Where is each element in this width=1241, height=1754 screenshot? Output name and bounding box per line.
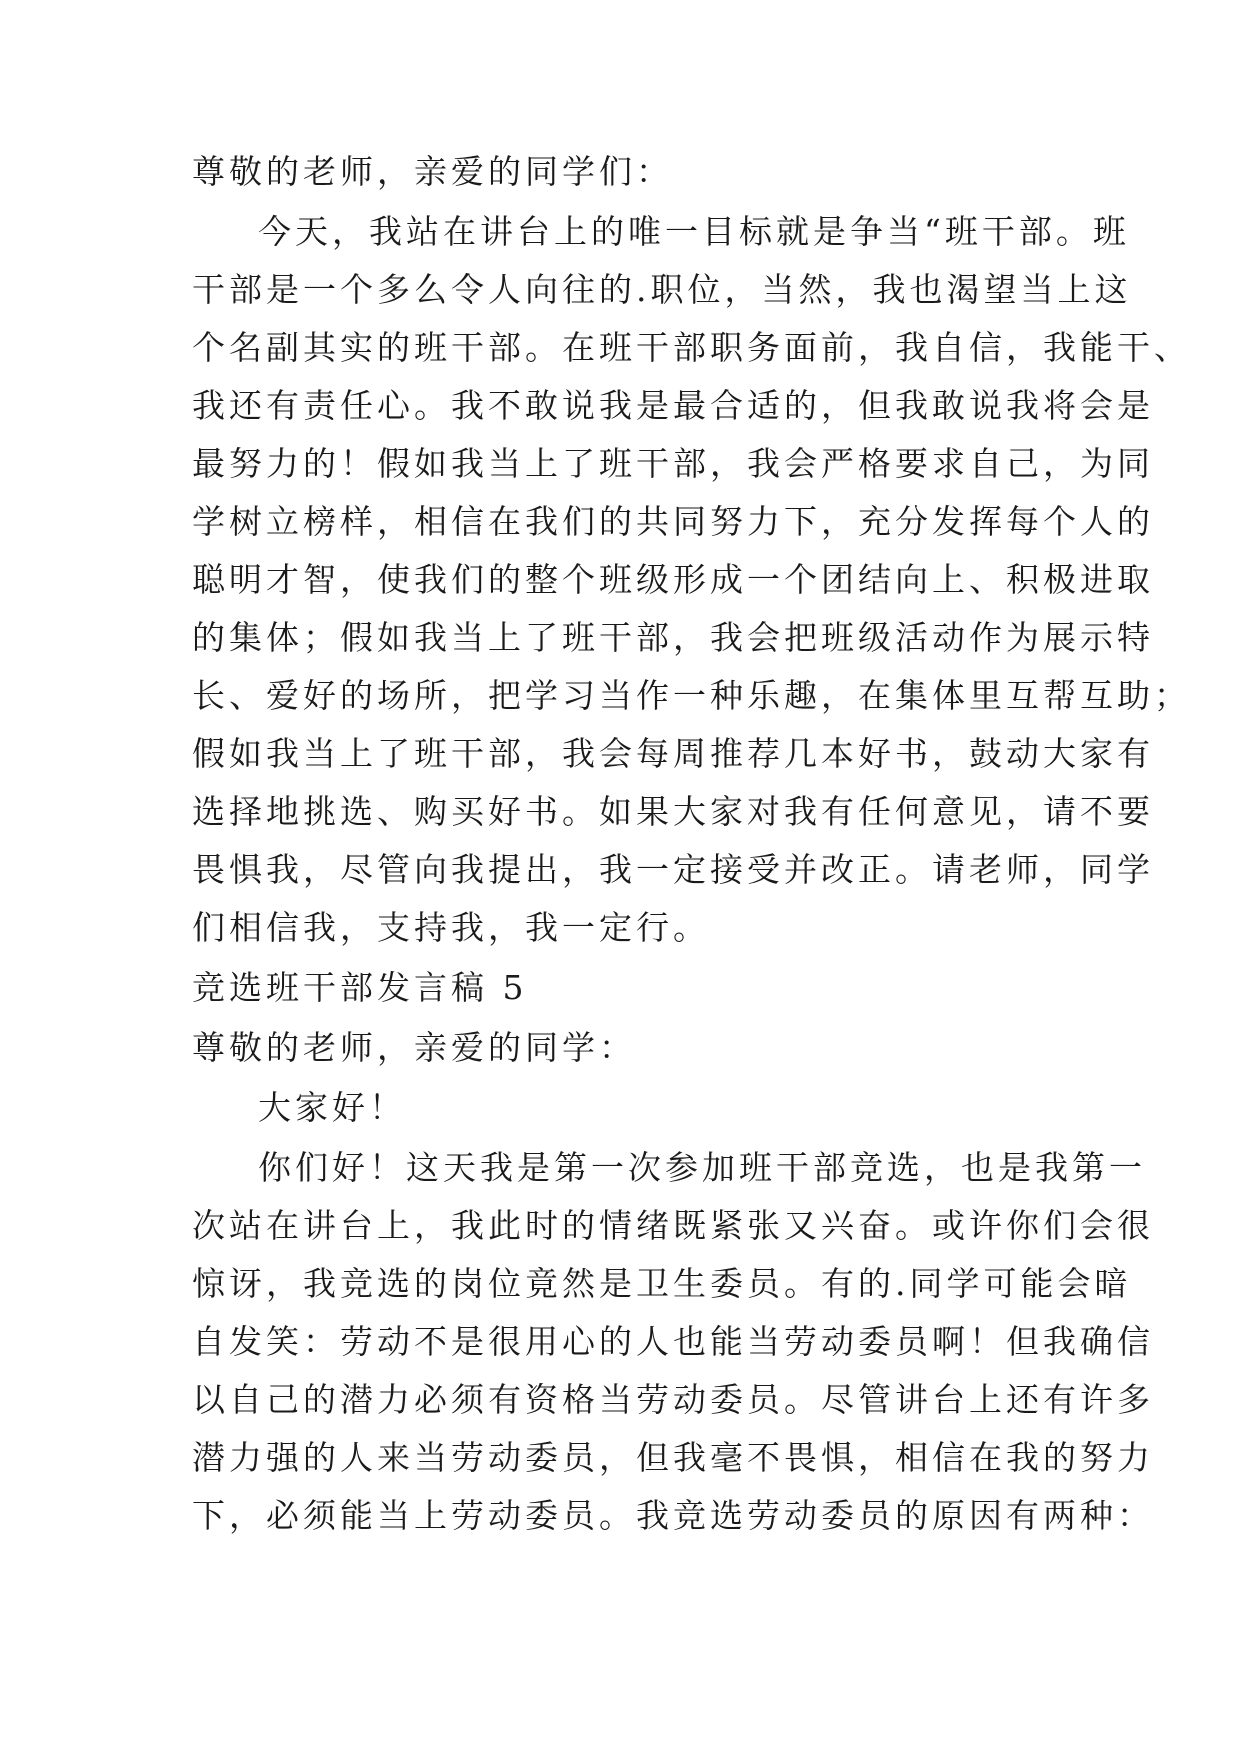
paragraph-line: 聪明才智，使我们的整个班级形成一个团结向上、积极进取 — [192, 560, 1154, 599]
paragraph-line: 学树立榜样，相信在我们的共同努力下，充分发挥每个人的 — [192, 502, 1154, 541]
paragraph-line: 们相信我，支持我，我一定行。 — [192, 908, 710, 947]
paragraph-line: 今天，我站在讲台上的唯一目标就是争当“班干部。班 — [258, 212, 1130, 251]
paragraph-line: 惊讶，我竞选的岗位竟然是卫生委员。有的.同学可能会暗 — [192, 1264, 1132, 1303]
paragraph-line: 选择地挑选、购买好书。如果大家对我有任何意见，请不要 — [192, 792, 1154, 831]
paragraph-line: 自发笑：劳动不是很用心的人也能当劳动委员啊！但我确信 — [192, 1322, 1154, 1361]
section-title: 竞选班干部发言稿 5 — [192, 968, 528, 1007]
paragraph-line: 长、爱好的场所，把学习当作一种乐趣，在集体里互帮互助； — [192, 676, 1191, 715]
paragraph-line: 畏惧我，尽管向我提出，我一定接受并改正。请老师，同学 — [192, 850, 1154, 889]
paragraph-line: 假如我当上了班干部，我会每周推荐几本好书，鼓动大家有 — [192, 734, 1154, 773]
paragraph-line: 干部是一个多么令人向往的.职位，当然，我也渴望当上这 — [192, 270, 1132, 309]
paragraph-line: 个名副其实的班干部。在班干部职务面前，我自信，我能干、 — [192, 328, 1191, 367]
greeting-line: 尊敬的老师，亲爱的同学： — [192, 1028, 636, 1067]
paragraph-line: 我还有责任心。我不敢说我是最合适的，但我敢说我将会是 — [192, 386, 1154, 425]
paragraph-line: 你们好！这天我是第一次参加班干部竞选，也是我第一 — [258, 1148, 1146, 1187]
paragraph-line: 的集体；假如我当上了班干部，我会把班级活动作为展示特 — [192, 618, 1154, 657]
paragraph-line: 下，必须能当上劳动委员。我竞选劳动委员的原因有两种： — [192, 1496, 1154, 1535]
paragraph-line: 最努力的！假如我当上了班干部，我会严格要求自己，为同 — [192, 444, 1154, 483]
paragraph-line: 次站在讲台上，我此时的情绪既紧张又兴奋。或许你们会很 — [192, 1206, 1154, 1245]
greeting-line: 尊敬的老师，亲爱的同学们： — [192, 152, 673, 191]
paragraph-line: 以自己的潜力必须有资格当劳动委员。尽管讲台上还有许多 — [192, 1380, 1154, 1419]
hello-line: 大家好！ — [258, 1088, 406, 1127]
paragraph-line: 潜力强的人来当劳动委员，但我毫不畏惧，相信在我的努力 — [192, 1438, 1154, 1477]
